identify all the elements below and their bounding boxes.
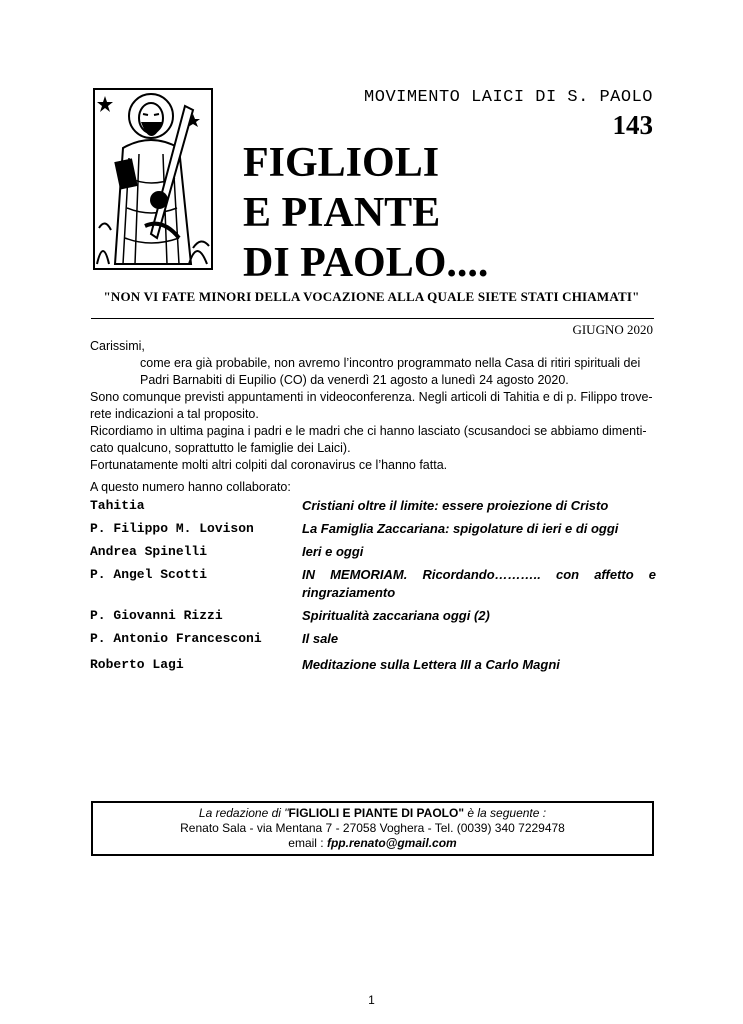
movement-name: MOVIMENTO LAICI DI S. PAOLO (364, 88, 653, 107)
email-label: email : (288, 836, 327, 850)
contributor-row (90, 497, 656, 515)
article-title: IN MEMORIAM. Ricordando……….. con affetto e ringraziamento (302, 567, 656, 600)
title-line-2: E PIANTE (243, 190, 441, 236)
divider (91, 318, 654, 319)
saint-paul-woodcut-icon (93, 88, 213, 270)
contributors-list (90, 497, 656, 679)
article-title: La Famiglia Zaccariana: spigolature di ieri e di oggi (302, 521, 619, 536)
redazione-email-line (93, 836, 652, 851)
letter-paragraph: Fortunatamente molti altri colpiti dal coronavirus ce l’hanno fatta. (90, 458, 448, 472)
article-title: Spiritualità zaccariana oggi (2) (302, 608, 490, 623)
redazione-pre: La redazione di " (198, 806, 289, 820)
redazione-post: è la seguente : (464, 806, 547, 820)
collaborators-intro: A questo numero hanno collaborato: (90, 480, 291, 494)
article-title: Il sale (302, 631, 339, 646)
article-title: Ieri e oggi (302, 544, 364, 559)
title-line-3: DI PAOLO.... (243, 240, 489, 286)
contributor-row (90, 566, 656, 602)
issue-date: GIUGNO 2020 (572, 322, 653, 337)
letter-paragraph: come era già probabile, non avremo l’incontro programmato nella Casa di ritiri spirituali dei Padri Barnabiti di Eupilio (CO) da venerdì 21 agosto a lunedì 24 agosto 2020. (140, 356, 641, 387)
article-title: Meditazione sulla Lettera III a Carlo Magni (302, 657, 560, 672)
contributor-row (90, 656, 656, 674)
contributor-row (90, 630, 656, 648)
email-link[interactable]: fpp.renato@gmail.com (326, 836, 457, 850)
contributor-name: Roberto Lagi (90, 657, 184, 672)
letter-paragraph: Ricordiamo in ultima pagina i padri e le madri che ci hanno lasciato (scusandoci se abbiamo dimenti-cato qualcuno, soprattutto le famiglie dei Laici). (90, 424, 647, 455)
page-number: 1 (368, 993, 375, 1007)
redazione-address: Renato Sala - via Mentana 7 - 27058 Voghera - Tel. (0039) 340 7229478 (180, 821, 565, 835)
contributor-row (90, 543, 656, 561)
redazione-line-1 (93, 806, 652, 821)
contributor-name: Andrea Spinelli (90, 544, 208, 559)
title-line-1: FIGLIOLI (243, 140, 440, 186)
editorial-letter (90, 338, 656, 474)
contributor-row (90, 520, 656, 538)
contributor-name: P. Antonio Francesconi (90, 631, 262, 646)
contributor-name: P. Filippo M. Lovison (90, 521, 254, 536)
redazione-magazine-name: FIGLIOLI E PIANTE DI PAOLO" (288, 806, 465, 820)
redazione-box (91, 801, 654, 856)
contributor-name: Tahitia (90, 498, 145, 513)
issue-number: 143 (612, 110, 653, 140)
contributor-row (90, 607, 656, 625)
letter-paragraph: Sono comunque previsti appuntamenti in videoconferenza. Negli articoli di Tahitia e di p. Filippo trove-rete indicazioni a tal proposito. (90, 390, 653, 421)
letter-salutation: Carissimi, (90, 339, 145, 353)
contributor-name: P. Angel Scotti (90, 567, 208, 582)
motto: "NON VI FATE MINORI DELLA VOCAZIONE ALLA QUALE SIETE STATI CHIAMATI" (103, 289, 640, 304)
article-title: Cristiani oltre il limite: essere proiezione di Cristo (302, 498, 609, 513)
contributor-name: P. Giovanni Rizzi (90, 608, 223, 623)
